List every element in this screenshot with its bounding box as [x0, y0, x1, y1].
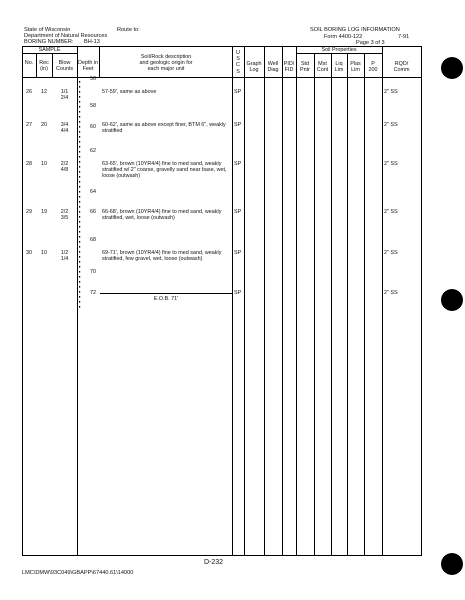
depth-label-60: 60 — [90, 124, 96, 130]
col-line-p200 — [382, 46, 383, 555]
end-of-boring-line — [100, 293, 232, 294]
sample-28-no: 28 — [26, 161, 32, 167]
depth-dot — [79, 261, 80, 263]
depth-dot — [79, 221, 80, 223]
page-indicator: Page 3 of 3 — [356, 40, 385, 46]
depth-dot — [79, 301, 80, 303]
depth-dot — [79, 201, 80, 203]
sample-26-comment: 2" SS — [384, 89, 398, 95]
depth-dot — [79, 251, 80, 253]
std-header: Std Pntr — [300, 61, 310, 74]
sample-29-blow-1: 2/2 — [60, 209, 69, 215]
col-line-well — [282, 46, 283, 555]
final-row-comment: 2" SS — [384, 290, 398, 296]
depth-dot — [79, 266, 80, 268]
col-line-uscs — [244, 46, 245, 555]
sample-26-rec: 12 — [41, 89, 47, 95]
depth-dot — [79, 161, 80, 163]
blow-header: Blow Counts — [55, 60, 74, 73]
depth-label-66: 66 — [90, 209, 96, 215]
depth-dot — [79, 241, 80, 243]
agency-line-1: State of Wisconsin — [24, 27, 71, 33]
depth-dot — [79, 176, 80, 178]
depth-label-64: 64 — [90, 189, 96, 195]
depth-dot — [79, 86, 80, 88]
depth-dot — [79, 91, 80, 93]
sample-27-blow-2: 4/4 — [60, 128, 69, 134]
depth-dot — [79, 136, 80, 138]
sample-30-description: 69-71', brown (10YR4/4) fine to med sand, weakly stratified, few gravel, wet, loose (outwash) — [102, 250, 222, 263]
depth-label-56: 56 — [90, 76, 96, 82]
depth-dot — [79, 206, 80, 208]
sample-26-uscs: SP — [234, 89, 242, 95]
form-number: Form 4400-122 — [324, 34, 363, 40]
agency-line-2: Department of Natural Resources — [24, 33, 108, 39]
depth-label-62: 62 — [90, 148, 96, 154]
rqd-header: RQD/ Comm — [393, 61, 410, 74]
depth-dot — [79, 151, 80, 153]
sample-26-blow-1: 1/1 — [60, 89, 69, 95]
plas-header: Plas Lim — [350, 61, 361, 74]
depth-dot — [79, 166, 80, 168]
depth-dot — [79, 106, 80, 108]
depth-dot — [79, 236, 80, 238]
sample-30-comment: 2" SS — [384, 250, 398, 256]
depth-label-72: 72 — [90, 290, 96, 296]
depth-dot — [79, 296, 80, 298]
depth-dot — [79, 231, 80, 233]
sample-27-uscs: SP — [234, 122, 242, 128]
depth-scale — [76, 78, 100, 555]
depth-dot — [79, 81, 80, 83]
sample-29-no: 29 — [26, 209, 32, 215]
depth-dot — [79, 276, 80, 278]
binder-hole-bottom — [441, 553, 463, 575]
depth-dot — [79, 291, 80, 293]
soil-properties-header: Soil Properties — [321, 47, 357, 53]
mst-header: Mst Cont — [316, 61, 329, 74]
depth-dot — [79, 181, 80, 183]
uscs-header: U S C S — [236, 50, 240, 75]
boring-number-label: BORING NUMBER: — [24, 39, 74, 45]
depth-dot — [79, 256, 80, 258]
sample-29-uscs: SP — [234, 209, 242, 215]
col-line-graph — [264, 46, 265, 555]
end-of-boring-label: E.O.B. 71' — [153, 296, 179, 302]
sample-29-blow-2: 3/5 — [60, 215, 69, 221]
pid-header: PID/ FID — [283, 61, 295, 74]
depth-dot — [79, 306, 80, 308]
col-line-std — [314, 54, 315, 555]
desc-header: Soil/Rock description and geologic origin for each major unit — [139, 54, 193, 73]
depth-dot — [79, 126, 80, 128]
sample-29-description: 66-68', brown (10YR4/4) fine to med sand, weakly stratified, wet, loose (outwash) — [102, 209, 222, 222]
col-line-right — [421, 46, 422, 555]
sample-28-comment: 2" SS — [384, 161, 398, 167]
sample-26-description: 57-59', same as above — [102, 89, 157, 95]
page-code: D-232 — [204, 559, 224, 566]
sample-27-no: 27 — [26, 122, 32, 128]
sample-27-description: 60-62', same as above except finer, BTM 6", weakly stratified — [102, 122, 226, 135]
sample-30-blow-1: 1/2 — [60, 250, 69, 256]
depth-dot — [79, 121, 80, 123]
form-revision: 7-91 — [398, 34, 410, 40]
depth-dot — [79, 101, 80, 103]
depth-dot — [79, 156, 80, 158]
rec-header: Rec (in) — [39, 60, 49, 73]
col-line-pid — [296, 46, 297, 555]
depth-dot — [79, 171, 80, 173]
sample-30-blow-2: 1/4 — [60, 256, 69, 262]
depth-dot — [79, 186, 80, 188]
depth-header: Depth in Feet — [77, 60, 99, 73]
sample-28-uscs: SP — [234, 161, 242, 167]
sample-28-description: 63-65', brown (10YR4/4) fine to med sand, weakly stratified w/ 2" coarse, gravelly sand near base, wet, loose (outwash) — [102, 161, 227, 180]
depth-dot — [79, 286, 80, 288]
depth-dot — [79, 111, 80, 113]
boring-number: BH-13 — [84, 39, 100, 45]
depth-label-58: 58 — [90, 103, 96, 109]
liq-header: Liq Lim — [334, 61, 344, 74]
route-to-label: Route to: — [117, 27, 140, 33]
sample-30-no: 30 — [26, 250, 32, 256]
sample-28-blow-1: 2/2 — [60, 161, 69, 167]
table-bottom-border — [22, 555, 422, 556]
p200-header: P 200 — [368, 61, 378, 74]
sample-30-uscs: SP — [234, 250, 242, 256]
depth-dot — [79, 271, 80, 273]
depth-dot — [79, 96, 80, 98]
sample-27-comment: 2" SS — [384, 122, 398, 128]
depth-dot — [79, 191, 80, 193]
file-path: LMC\DMW\93C049\GBAPP\67440.61\14000 — [22, 570, 134, 576]
sample-26-blow-2: 2/4 — [60, 95, 69, 101]
col-line-desc — [232, 46, 233, 555]
depth-dot — [79, 246, 80, 248]
sample-29-rec: 19 — [41, 209, 47, 215]
depth-dot — [79, 216, 80, 218]
depth-dot — [79, 196, 80, 198]
sample-28-rec: 10 — [41, 161, 47, 167]
sample-28-blow-2: 4/8 — [60, 167, 69, 173]
final-row-uscs: SP — [234, 290, 242, 296]
col-line-mst — [331, 54, 332, 555]
binder-hole-top — [441, 57, 463, 79]
depth-dot — [79, 211, 80, 213]
depth-dot — [79, 141, 80, 143]
sample-29-comment: 2" SS — [384, 209, 398, 215]
depth-dot — [79, 281, 80, 283]
depth-label-68: 68 — [90, 237, 96, 243]
form-title: SOIL BORING LOG INFORMATION — [310, 27, 400, 33]
depth-dot — [79, 116, 80, 118]
col-line-liq — [347, 54, 348, 555]
sample-27-blow-1: 3/4 — [60, 122, 69, 128]
binder-hole-middle — [441, 289, 463, 311]
sample-header: SAMPLE — [38, 47, 61, 53]
sample-27-rec: 20 — [41, 122, 47, 128]
depth-dot — [79, 226, 80, 228]
graph-header: Graph Log — [246, 61, 262, 74]
depth-dot — [79, 146, 80, 148]
depth-label-70: 70 — [90, 269, 96, 275]
no-header: No. — [24, 60, 34, 66]
depth-dot — [79, 131, 80, 133]
col-line-plas — [364, 54, 365, 555]
sample-30-rec: 10 — [41, 250, 47, 256]
well-header: Well Diag — [267, 61, 279, 74]
sample-26-no: 26 — [26, 89, 32, 95]
